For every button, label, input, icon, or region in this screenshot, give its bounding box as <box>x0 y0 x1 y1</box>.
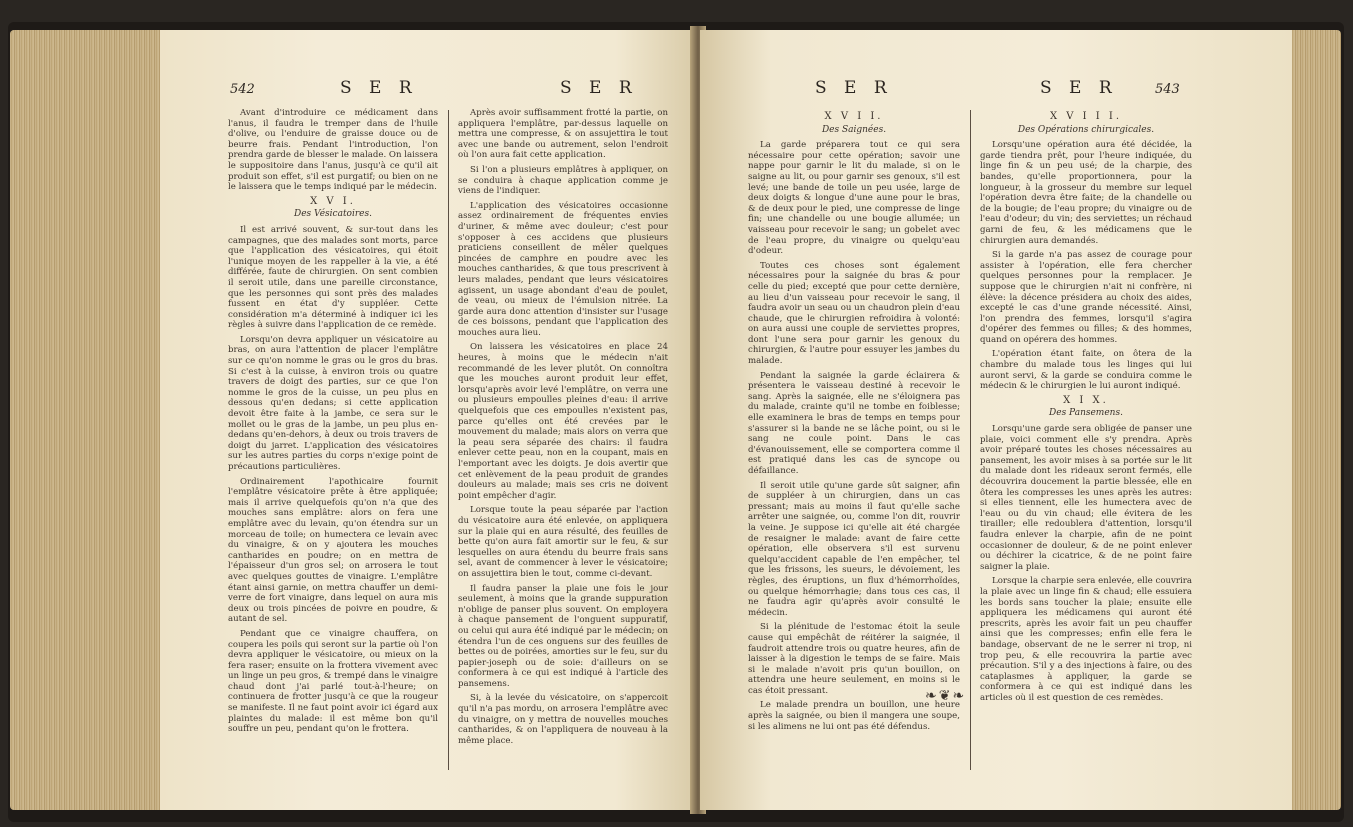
left-page-column-1 <box>228 108 438 739</box>
right-page-column-2 <box>980 108 1192 707</box>
running-head-right-col1: S E R <box>815 78 893 98</box>
section-title: Des Vésicatoires. <box>294 209 372 220</box>
paragraph: Pendant que ce vinaigre chauffera, on coupera les poils qui seront sur la partie où l'on devra appliquer le vésicatoire, ou mieux on la fera raser; ensuite on la frottera vivement avec un linge un peu gros, & trempé dans le vinaigre chaud dont j'ai parlé tout-à-l'heure; on continuera de frotter jusqu'à ce que la rougeur se manifeste. Il ne faut point avoir ici égard aux plaintes du malade: il est même bon qu'il souffre un peu, pendant qu'on le frottera. <box>228 628 438 735</box>
paragraph: Il faudra panser la plaie une fois le jour seulement, à moins que la grande suppuration n'oblige de panser plus souvent. On employera à chaque pansement de l'onguent suppuratif, ou celui qui aura été indiqué par le médecin; on étendra l'un de ces onguens sur des feuilles de bettes ou de poirées, amorties sur le feu, sur du papier-joseph ou de soie: d'ailleurs on se conformera à ce qui est indiqué à l'article des pansemens. <box>458 583 668 689</box>
section-number: X V I I I. <box>1049 111 1123 122</box>
paragraph: L'application des vésicatoires occasionne assez ordinairement de fréquentes envies d'uriner, & même avec douleur; c'est pour s'opposer à ces accidens que plusieurs praticiens conseillent de mêler quelques pincées de camphre en poudre avec les mouches cantharides, & que tous prescrivent à leurs malades, pendant que leurs vésicatoires agissent, un usage abondant d'eau de poulet, de veau, ou mieux de l'émulsion nitrée. La garde aura donc attention d'insister sur l'usage de ces boissons, pendant que l'application des mouches aura lieu. <box>458 200 668 338</box>
running-head-right-col2: S E R <box>1040 78 1118 98</box>
paragraph: Lorsqu'une opération aura été décidée, la garde tiendra prêt, pour l'heure indiquée, du linge fin & un peu usé; de la charpie, des bandes, qu'elle proportionnera, pour la longueur, à la grosseur du membre sur lequel l'opération devra être faite; de la chandelle ou de la bougie; de l'eau propre; du vinaigre ou de l'eau d'odeur; du vin; des serviettes; un réchaud garni de feu, & les médicamens que le chirurgien aura demandés. <box>980 140 1192 246</box>
paragraph: Le malade prendra un bouillon, une heure après la saignée, ou bien il mangera une soupe, si les alimens ne lui ont pas été défendus. <box>748 700 960 732</box>
page-edges-left <box>10 30 160 810</box>
paragraph: Pendant la saignée la garde éclairera & présentera le vaisseau destiné à recevoir le sang. Après la saignée, elle ne s'éloignera pas du malade, crainte qu'il ne tombe en foiblesse; elle examinera le bras de temps en temps pour s'assurer si la bande ne se lâche point, ou si le sang ne coule point. Dans le cas d'évanouissement, elle se comportera comme il est pratiqué dans les cas de syncope ou défaillance. <box>748 370 960 476</box>
paragraph: On laissera les vésicatoires en place 24 heures, à moins que le médecin n'ait recommandé de les lever plutôt. On connoîtra que les mouches auront produit leur effet, lorsqu'après avoir levé l'emplâtre, on verra une ou plusieurs empoulles pleines d'eau: il arrive quelquefois que ces empoulles n'existent pas, parce qu'elles ont été crevées par le mouvement du malade; mais alors on verra que la peau sera séparée des chairs: il faudra enlever cette peau, non en la coupant, mais en l'emportant avec les doigts. Je dois avertir que cet enlèvement de la peau produit de grandes douleurs au malade; mais ses cris ne doivent point empêcher d'agir. <box>458 342 668 501</box>
paragraph: Toutes ces choses sont également nécessaires pour la saignée du bras & pour celle du pied; excepté que pour cette dernière, au lieu d'un vaisseau pour recevoir le sang, il faudra avoir un seau ou un chaudron plein d'eau chaude, que le chirurgien refroidira à volonté: on aura aussi une couple de serviettes propres, dont l'une sera pour garnir les genoux du chirurgien, & l'autre pour essuyer les jambes du malade. <box>748 260 960 367</box>
section-number: X I X. <box>1063 394 1109 406</box>
column-rule-left <box>448 110 449 770</box>
paragraph: Si l'on a plusieurs emplâtres à appliquer, on se conduira à chaque application comme je viens de l'indiquer. <box>458 164 668 197</box>
tailpiece-ornament: ❧❦❧ <box>925 688 967 704</box>
page-number-right: 543 <box>1155 82 1180 97</box>
section-title: Des Pansemens. <box>1049 408 1123 419</box>
left-page <box>160 30 696 810</box>
paragraph: Si la garde n'a pas assez de courage pour assister à l'opération, elle fera chercher quelques personnes pour la remplacer. Je suppose que le chirurgien n'ait ni confrère, ni élève: la décence présidera au choix des aides, excepté le cas d'une grande nécessité. Ainsi, l'on prendra des femmes, lorsqu'il s'agira d'opérer des femmes ou filles; & des hommes, quand on opérera des hommes. <box>980 250 1192 345</box>
paragraph: Si, à la levée du vésicatoire, on s'appercoit qu'il n'a pas mordu, on arrosera l'emplâtre avec du vinaigre, on y mettra de nouvelles mouches cantharides, & on l'appliquera de nouveau à la même place. <box>458 693 668 746</box>
section-title: Des Opérations chirurgicales. <box>1017 124 1155 135</box>
section-title: Des Saignées. <box>821 124 887 135</box>
paragraph: L'opération étant faite, on ôtera de la chambre du malade tous les linges qui lui auront servi, & la garde se conduira comme le médecin & le chirurgien le lui auront indiqué. <box>980 349 1192 392</box>
paragraph: Lorsqu'on devra appliquer un vésicatoire au bras, on aura l'attention de placer l'emplâtre sur ce qu'on nomme le gras ou le gros du bras. Si c'est à la cuisse, à environ trois ou quatre travers de doigt des parties, sur ce que l'on nomme le gros de la cuisse, un peu plus en dessous qu'en dedans; si cette application devoit être faite à la jambe, ce sera sur le mollet ou le gras de la jambe, un peu plus en-dedans qu'en-dehors, à deux ou trois travers de doigt du jarret. L'application des vésicatoires sur les autres parties du corps n'exige point de précautions particulières. <box>228 334 438 472</box>
right-page-column-1 <box>748 108 960 736</box>
paragraph: Avant d'introduire ce médicament dans l'anus, il faudra le tremper dans de l'huile d'olive, ou l'enduire de graisse douce ou de beurre frais. Pendant l'introduction, l'on prendra garde de blesser le malade. On laissera le suppositoire dans l'anus, jusqu'à ce qu'il ait produit son effet, s'il est purgatif; ou bien on ne le laissera que le temps indiqué par le médecin. <box>228 108 438 193</box>
left-page-column-2 <box>458 108 668 750</box>
paragraph: Ordinairement l'apothicaire fournit l'emplâtre vésicatoire prête à être appliquée; mais il arrive quelquefois qu'on n'a que des mouches sans emplâtre: alors on fera une emplâtre avec du levain, qu'on étendra sur un morceau de toile; on humectera ce levain avec du vinaigre, & on y ajoutera les mouches cantharides en poudre; on en mettra de l'épaisseur d'un gros sel; on arrosera le tout avec quelques gouttes de vinaigre. L'emplâtre étant ainsi garnie, on mettra chauffer un demi-verre de fort vinaigre, dans lequel on aura mis deux ou trois pincées de poivre en poudre, & autant de sel. <box>228 476 438 625</box>
paragraph: Il seroit utile qu'une garde sût saigner, afin de suppléer à un chirurgien, dans un cas pressant; mais au moins il faut qu'elle sache arrêter une saignée, ou, comme l'on dit, rouvrir la veine. Je suppose ici qu'elle ait été chargée de resaigner le malade: avant de faire cette opération, elle observera s'il est survenu quelqu'accident capable de l'en empêcher, tel que les frissons, les sueurs, le dévoiement, les règles, des éruptions, un flux d'hémorrhoïdes, ou quelque hémorrhagie; dans tous ces cas, il ne faudra agir qu'après avoir consulté le médecin. <box>748 480 960 618</box>
paragraph: Lorsqu'une garde sera obligée de panser une plaie, voici comment elle s'y prendra. Après avoir préparé toutes les choses nécessaires au pansement, les avoir mises à sa portée sur le lit du malade dont les rideaux seront fermés, elle découvrira doucement la partie blessée, elle en ôtera les compresses les unes après les autres: si elles tiennent, elle les humectera avec de l'eau ou du vin chaud; elle évitera de les tirailler; elle redoublera d'attention, lorsqu'il faudra enlever la charpie, afin de ne point occasionner de douleur, & de ne point enlever ou déchirer la cicatrice, & de ne point faire saigner la plaie. <box>980 424 1192 572</box>
paragraph: La garde préparera tout ce qui sera nécessaire pour cette opération; savoir une nappe pour garnir le lit du malade, si on le saigne au lit, ou pour garnir ses genoux, s'il est levé; une bande de toile un peu usée, large de deux doigts & longue d'une aune pour le bras, & de deux pour le pied, une compresse de linge fin; une chandelle ou une bougie allumée; un vaisseau pour recevoir le sang; un gobelet avec de l'eau propre, du vinaigre ou quelqu'eau d'odeur. <box>748 140 960 257</box>
column-rule-right <box>970 110 971 770</box>
paragraph: Lorsque toute la peau séparée par l'action du vésicatoire aura été enlevée, on appliquera sur la plaie qui en aura résulté, des feuilles de bette qu'on aura fait amortir sur le feu, & sur lesquelles on aura étendu du beurre frais sans sel, avant de commencer à lever le vésicatoire; on assujettira bien le tout, comme ci-devant. <box>458 505 668 579</box>
paragraph: Lorsque la charpie sera enlevée, elle couvrira la plaie avec un linge fin & chaud; elle essuiera les bords sans toucher la plaie; ensuite elle appliquera les médicamens qui auront été prescrits, après les avoir fait un peu chauffer ainsi que les compresses; enfin elle fera le bandage, observant de ne le serrer ni trop, ni trop peu, & elle recouvrira la partie avec précaution. S'il y a des injections à faire, ou des cataplasmes à appliquer, la garde se conformera à ce qui est indiqué dans les articles où il est question de ces remèdes. <box>980 576 1192 703</box>
paragraph: Si la plénitude de l'estomac étoit la seule cause qui empêchât de réitérer la saignée, il faudroit attendre trois ou quatre heures, afin de laisser à la digestion le temps de se faire. Mais si le malade n'avoit pris qu'un bouillon, on attendra une heure seulement, en moins si le cas étoit pressant. <box>748 622 960 696</box>
section-number: X V I. <box>310 195 356 207</box>
section-number: X V I I. <box>824 111 884 122</box>
paragraph: Après avoir suffisamment frotté la partie, on appliquera l'emplâtre, par-dessus laquelle on mettra une compresse, & on assujettira le tout avec une bande ou autrement, selon l'endroit où l'on aura fait cette application. <box>458 108 668 161</box>
page-edges-right <box>1286 30 1341 810</box>
running-head-left-col1: S E R <box>340 78 418 98</box>
paragraph: Il est arrivé souvent, & sur-tout dans les campagnes, que des malades sont morts, parce que l'application des vésicatoires, qui étoit l'unique moyen de les rappeller à la vie, a été différée, faute de chirurgien. On sent combien il seroit utile, dans une pareille circonstance, que les personnes qui sont près des malades fussent en état d'y suppléer. Cette considération m'a déterminé à indiquer ici les règles à suivre dans l'application de ce remède. <box>228 224 438 331</box>
running-head-left-col2: S E R <box>560 78 638 98</box>
right-page <box>700 30 1292 810</box>
page-number-left: 542 <box>230 82 255 97</box>
